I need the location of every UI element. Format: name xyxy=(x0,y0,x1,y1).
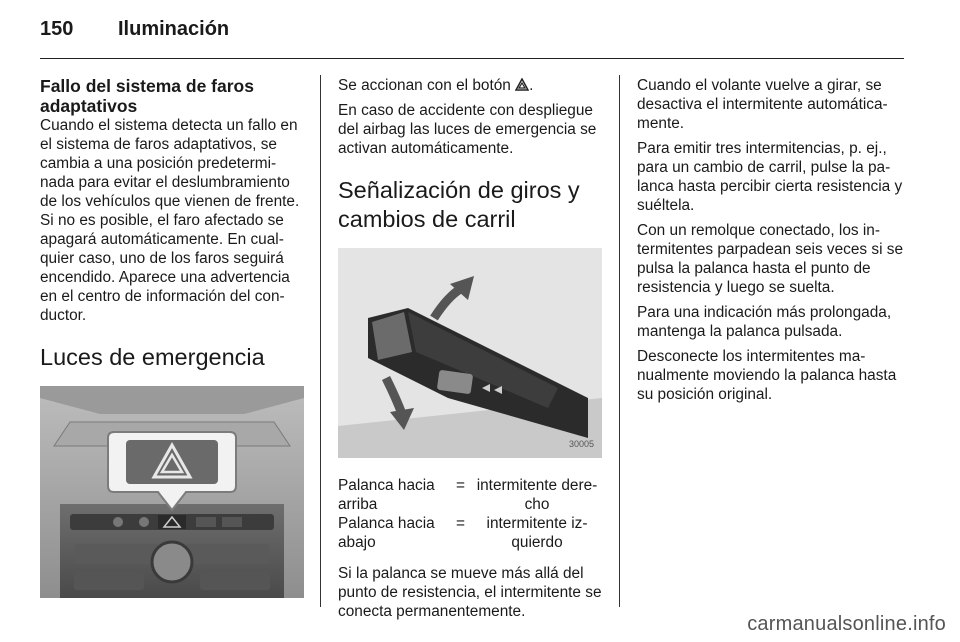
watermark: carmanualsonline.info xyxy=(747,613,946,635)
page-number: 150 xyxy=(40,18,74,40)
definition-desc: intermitente iz-quierdo xyxy=(486,515,588,551)
definition-term: Palanca hacia arriba xyxy=(338,477,435,513)
hazard-triangle-icon xyxy=(515,78,529,91)
definition-equals: = xyxy=(456,515,465,532)
header-divider xyxy=(40,58,904,59)
hazard-operate-paragraph: Se accionan con el botón . xyxy=(338,77,534,94)
turn-lever-figure xyxy=(338,248,602,458)
column-1 xyxy=(40,76,306,598)
fault-paragraph: Cuando el sistema detecta un fallo en el sistema de faros adaptativos, se cambia a una posición predetermi-nada para evitar el deslumbramiento de los vehículos que vienen de frente. Si no es posible, el faro afectado se apagará automáticamente. En cual-quier caso, uno de los faros seguirá encendido. Aparece una advertencia en el centro de información del con-ductor. xyxy=(40,117,300,324)
chapter-title: Iluminación xyxy=(118,18,230,40)
airbag-paragraph: En caso de accidente con despliegue del airbag las luces de emergencia se activan automáticamente. xyxy=(338,102,597,157)
definition-term: Palanca hacia abajo xyxy=(338,515,435,551)
paragraph: Con un remolque conectado, los in-termitentes parpadean seis veces si se pulsa la palanca hasta el punto de resistencia y luego se suelta. xyxy=(637,222,904,296)
paragraph: Para una indicación más prolongada, mantenga la palanca pulsada. xyxy=(637,304,892,340)
paragraph: Desconecte los intermitentes ma-nualmente moviendo la palanca hasta su posición original. xyxy=(637,348,897,403)
heading-turn-signals: Señalización de giros y cambios de carril xyxy=(338,177,580,232)
lever-illustration xyxy=(338,248,602,458)
figure-code: 30005 xyxy=(568,439,594,449)
paragraph: Para emitir tres intermitencias, p. ej., para un cambio de carril, pulse la pa-lanca hasta percibir cierta resistencia y suéltela. xyxy=(637,140,903,214)
column-3 xyxy=(637,76,905,410)
column-divider-2 xyxy=(619,75,620,607)
heading-adaptive-fault: Fallo del sistema de faros adaptativos xyxy=(40,76,254,116)
hazard-button-figure xyxy=(40,386,304,598)
definition-equals: = xyxy=(456,477,465,494)
permanent-signal-paragraph: Si la palanca se mueve más allá del punto de resistencia, el intermitente se conecta permanentemente. xyxy=(338,565,602,620)
paragraph: Cuando el volante vuelve a girar, se desactiva el intermitente automática-mente. xyxy=(637,77,888,132)
heading-hazard-lights: Luces de emergencia xyxy=(40,344,265,370)
dashboard-illustration xyxy=(40,386,304,598)
definition-desc: intermitente dere-cho xyxy=(476,477,598,513)
column-divider-1 xyxy=(320,75,321,607)
column-2 xyxy=(338,76,604,627)
lever-definitions xyxy=(338,476,604,552)
page-header xyxy=(40,18,229,48)
